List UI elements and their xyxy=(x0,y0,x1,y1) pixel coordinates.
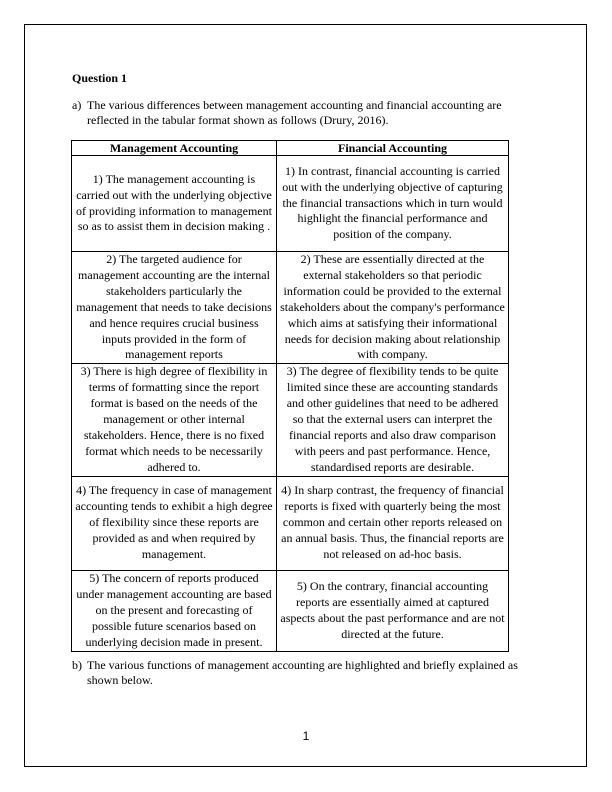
table-row xyxy=(72,364,509,476)
page-number: 1 xyxy=(302,729,310,743)
paragraph-a-text: The various differences between management accounting and financial accounting are reflected in the tabular format shown as follows (Drury, 2016). xyxy=(87,98,502,127)
financial-cell: 5) On the contrary, financial accounting reports are essentially aimed at captured aspects about the past performance and are not directed at the future. xyxy=(277,570,509,651)
paragraph-b-marker: b) xyxy=(72,658,82,672)
header-financial-accounting: Financial Accounting xyxy=(277,141,509,156)
management-cell: 4) The frequency in case of management accounting tends to exhibit a high degree of flexibility since these reports are provided as and when required by management. xyxy=(72,476,277,570)
question-heading: Question 1 xyxy=(72,71,128,85)
header-management-accounting: Management Accounting xyxy=(72,141,277,156)
financial-cell: 4) In sharp contrast, the frequency of financial reports is fixed with quarterly being the most common and certain other reports released on an annual basis. Thus, the financial reports are not released on ad-hoc basis. xyxy=(277,476,509,570)
paragraph-a-marker: a) xyxy=(72,98,82,112)
table-row xyxy=(72,156,509,252)
management-cell: 2) The targeted audience for management accounting are the internal stakeholders particularly the management that needs to take decisions and hence requires crucial business inputs provided in the form of management reports xyxy=(72,252,277,364)
table-header-row xyxy=(72,141,509,156)
management-cell: 1) The management accounting is carried out with the underlying objective of providing information to management so as to assist them in decision making . xyxy=(72,156,277,252)
paragraph-a xyxy=(72,98,540,128)
financial-cell: 3) The degree of flexibility tends to be quite limited since these are accounting standards and other guidelines that need to be adhered so that the external users can interpret the financial reports and also draw comparison with peers and past performance. Hence, standardised reports are desirable. xyxy=(277,364,509,476)
management-cell: 5) The concern of reports produced under management accounting are based on the present and forecasting of possible future scenarios based on underlying decision made in present. xyxy=(72,570,277,651)
table-row xyxy=(72,476,509,570)
paragraph-b xyxy=(72,658,540,688)
financial-cell: 1) In contrast, financial accounting is carried out with the underlying objective of capturing the financial transactions which in turn would highlight the financial performance and position of the company. xyxy=(277,156,509,252)
table-row xyxy=(72,570,509,651)
table-row xyxy=(72,252,509,364)
financial-cell: 2) These are essentially directed at the external stakeholders so that periodic information could be provided to the external stakeholders about the company's performance which aims at satisfying their informational needs for decision making about relationship with company. xyxy=(277,252,509,364)
comparison-table xyxy=(71,140,509,652)
management-cell: 3) There is high degree of flexibility in terms of formatting since the report format is based on the needs of the management or other internal stakeholders. Hence, there is no fixed format which needs to be necessarily adhered to. xyxy=(72,364,277,476)
paragraph-b-text: The various functions of management accounting are highlighted and briefly explained as shown below. xyxy=(87,658,518,687)
